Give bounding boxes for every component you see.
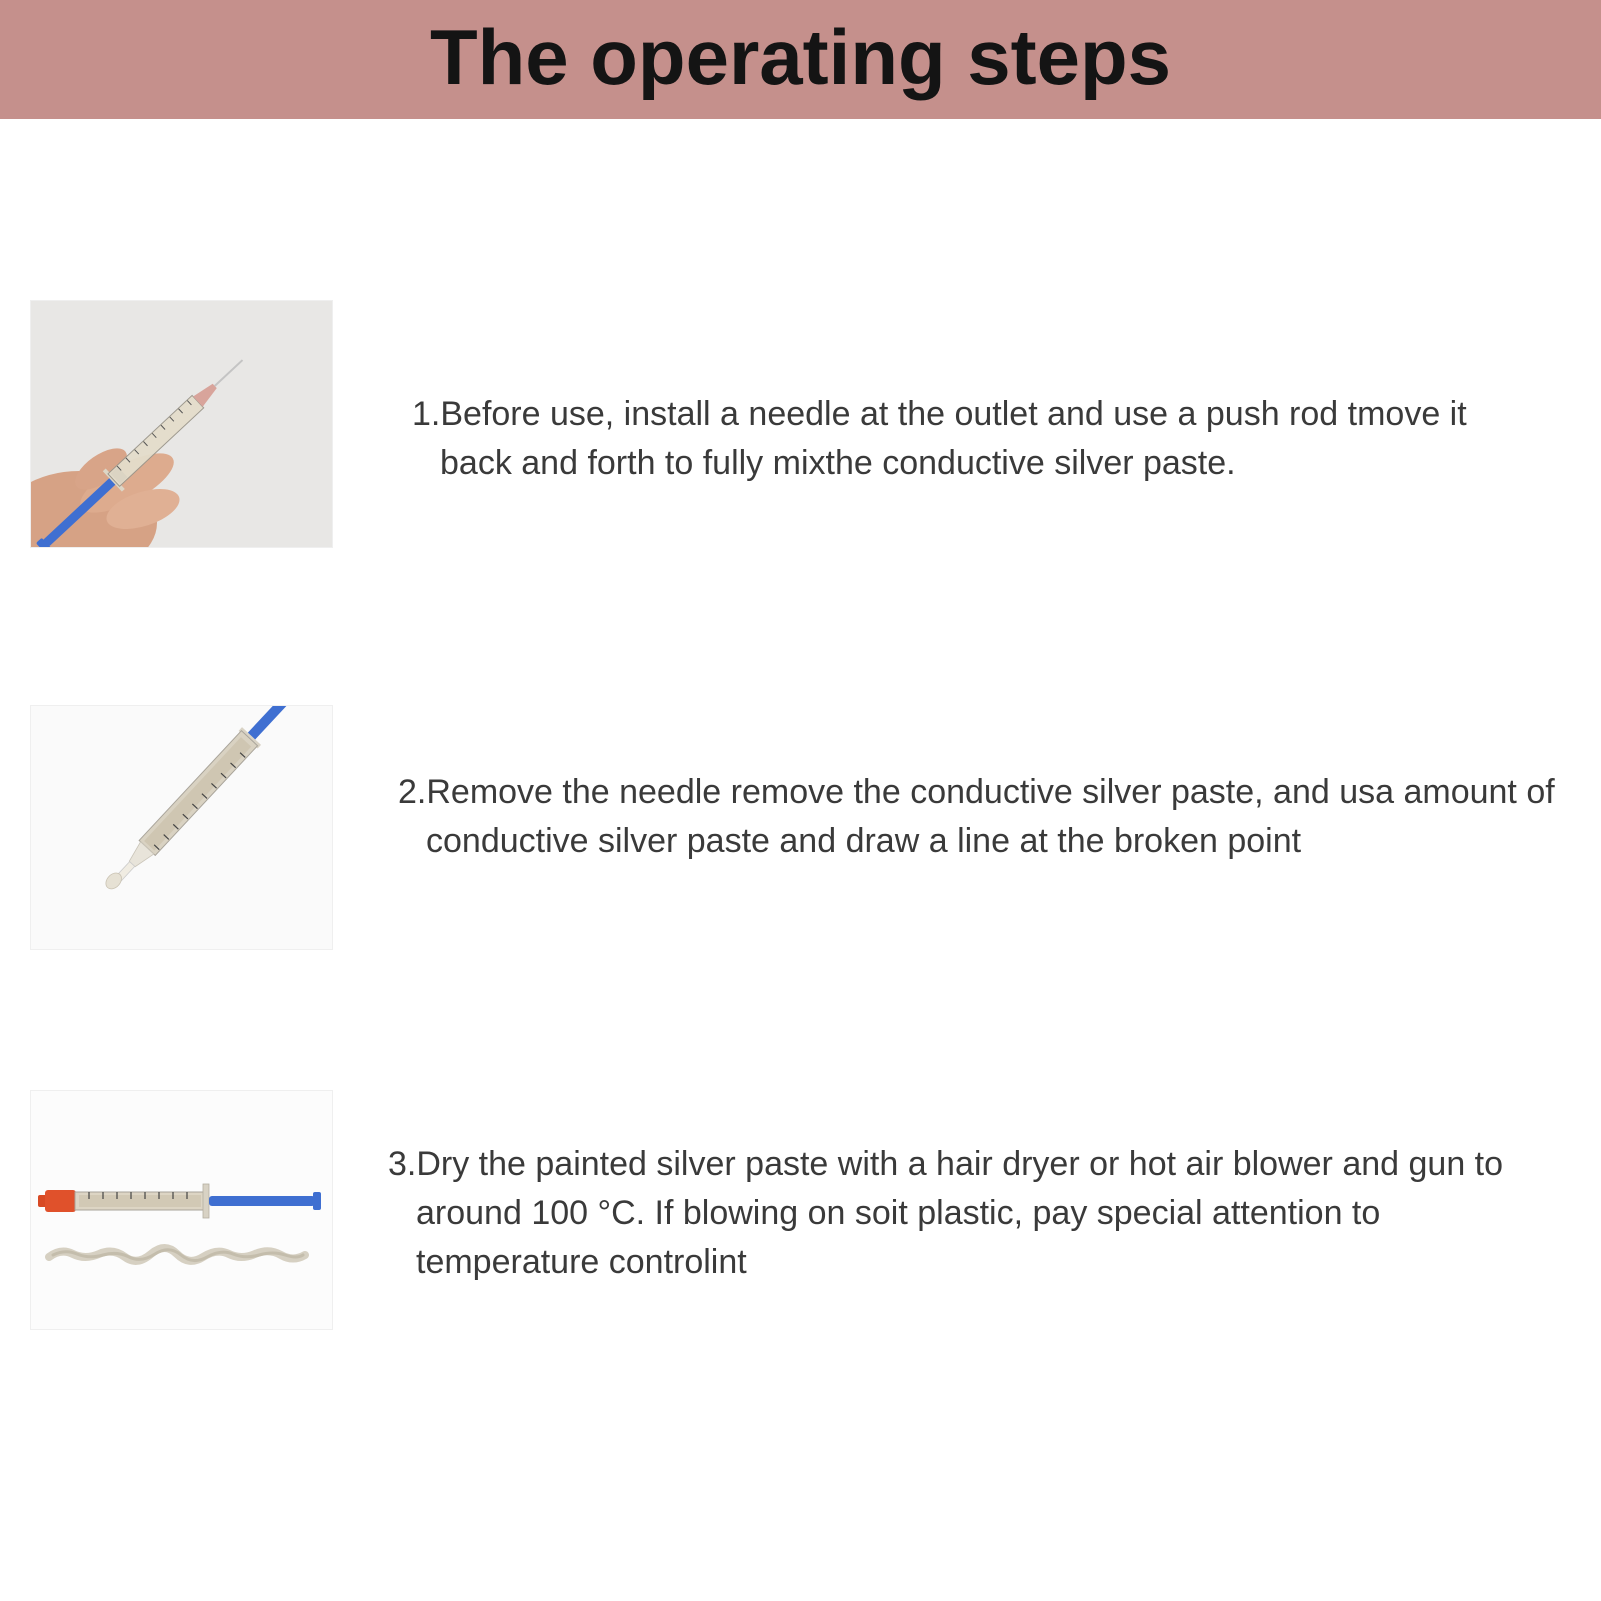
step2-photo syringe-tip-dispensing-paste-photo: [30, 705, 333, 950]
step3-photo syringe-with-drawn-paste-line-photo: [30, 1090, 333, 1330]
step3-text: 3.Dry the painted silver paste with a hair dryer or hot air blower and gun to around 100 °C. If blowing on soit plastic, pay special attention to temperature controlint: [388, 1145, 1504, 1281]
step1-text: 1.Before use, install a needle at the outlet and use a push rod tmove it back and forth to fully mixthe conductive silver paste.: [412, 395, 1467, 482]
header-banner: [0, 0, 1601, 119]
hand-holding-syringe-illustration: [31, 301, 333, 548]
syringe-paste-line-illustration: [31, 1091, 333, 1330]
syringe-tip-illustration: [31, 706, 333, 950]
step2-text: 2.Remove the needle remove the conductive silver paste, and usa amount of conductive silver paste and draw a line at the broken point: [398, 773, 1555, 860]
page-title: The operating steps: [429, 12, 1172, 101]
step1-photo hand-holding-syringe-photo: [30, 300, 333, 548]
